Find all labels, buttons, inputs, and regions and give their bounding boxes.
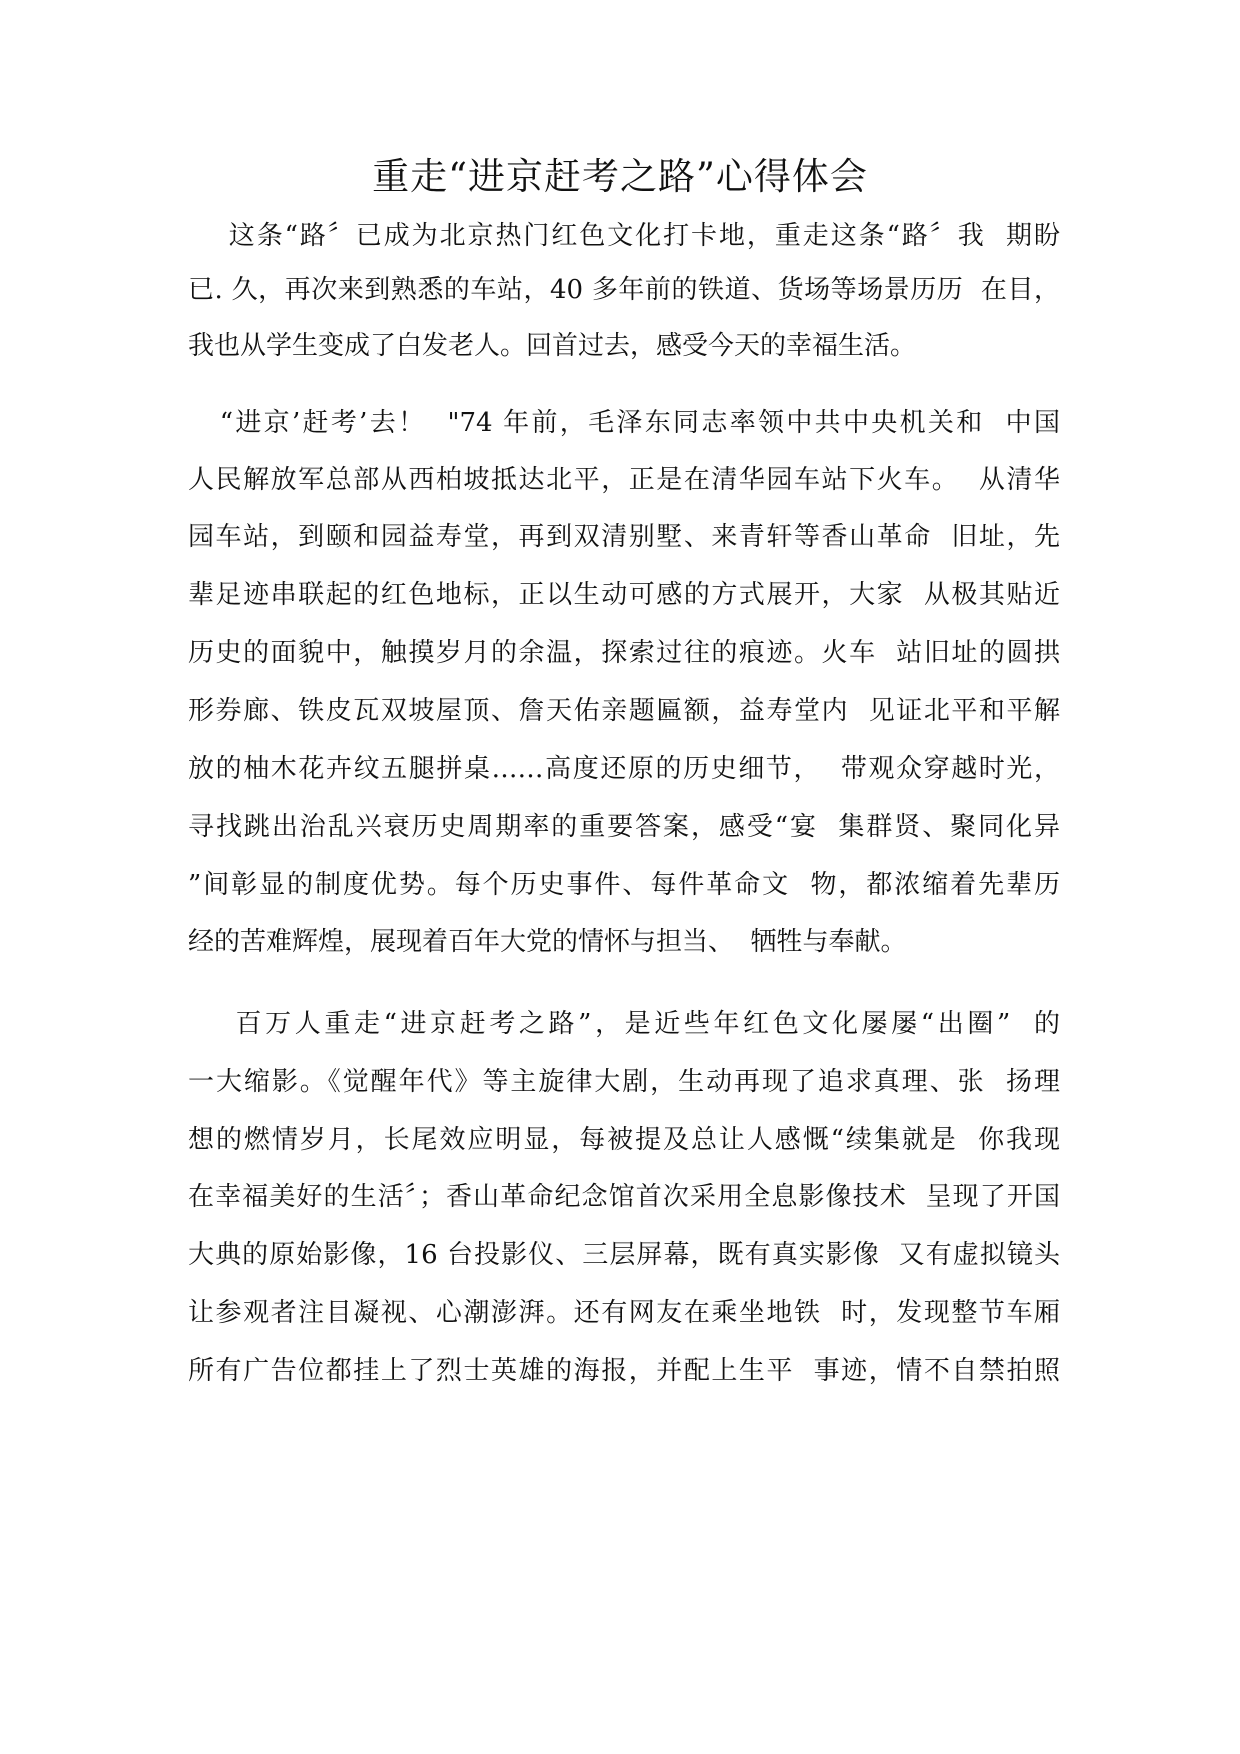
paragraph-3-line-6: 让参观者注目凝视、心潮澎湃。还有网友在乘坐地铁 时，发现整节车厢 xyxy=(188,1298,1060,1328)
paragraph-2-line-4: 辈足迹串联起的红色地标，正以生动可感的方式展开，大家 从极其贴近 xyxy=(188,580,1060,610)
paragraph-1-line-3: 我也从学生变成了白发老人。回首过去，感受今天的幸福生活。 xyxy=(188,331,917,361)
paragraph-3-line-1: 百万人重走“进京赶考之路”，是近些年红色文化屡屡“出圈” 的 xyxy=(188,1009,1060,1039)
paragraph-2-line-8: 寻找跳出治乱兴衰历史周期率的重要答案，感受“宴 集群贤、聚同化异 xyxy=(188,812,1060,842)
paragraph-2-line-3: 园车站，到颐和园益寿堂，再到双清别墅、来青轩等香山革命 旧址，先 xyxy=(188,522,1060,552)
paragraph-3-line-2: 一大缩影。《觉醒年代》等主旋律大剧，生动再现了追求真理、张 扬理 xyxy=(188,1067,1060,1097)
paragraph-1-line-2: 已. 久，再次来到熟悉的车站，40 多年前的铁道、货场等场景历历 在目， xyxy=(188,275,1060,305)
paragraph-3-line-3: 想的燃情岁月，长尾效应明显，每被提及总让人感慨“续集就是 你我现 xyxy=(188,1125,1060,1155)
paragraph-2-line-2: 人民解放军总部从西柏坡抵达北平，正是在清华园车站下火车。 从清华 xyxy=(188,465,1060,495)
paragraph-2-line-5: 历史的面貌中，触摸岁月的余温，探索过往的痕迹。火车 站旧址的圆拱 xyxy=(188,638,1060,668)
paragraph-3-line-5: 大典的原始影像，16 台投影仪、三层屏幕，既有真实影像 又有虚拟镜头 xyxy=(188,1240,1060,1270)
paragraph-2-line-9: ”间彰显的制度优势。每个历史事件、每件革命文 物，都浓缩着先辈历 xyxy=(188,870,1060,900)
document-title: 重走“进京赶考之路”心得体会 xyxy=(372,155,868,198)
paragraph-2-line-6: 形券廊、铁皮瓦双坡屋顶、詹天佑亲题匾额，益寿堂内 见证北平和平解 xyxy=(188,696,1060,726)
paragraph-3-line-4: 在幸福美好的生活〞；香山革命纪念馆首次采用全息影像技术 呈现了开国 xyxy=(188,1182,1060,1212)
paragraph-2-line-10: 经的苦难辉煌，展现着百年大党的情怀与担当、 牺牲与奉献。 xyxy=(188,927,907,957)
paragraph-2-line-1: “进京’赶考’去！ "74 年前，毛泽东同志率领中共中央机关和 中国 xyxy=(188,408,1060,438)
paragraph-1-line-1: 这条“路〞已成为北京热门红色文化打卡地，重走这条“路〞我 期盼 xyxy=(188,221,1060,251)
paragraph-2-line-7: 放的柚木花卉纹五腿拼桌……高度还原的历史细节， 带观众穿越时光， xyxy=(188,754,1060,784)
paragraph-3-line-7: 所有广告位都挂上了烈士英雄的海报，并配上生平 事迹，情不自禁拍照 xyxy=(188,1356,1060,1386)
